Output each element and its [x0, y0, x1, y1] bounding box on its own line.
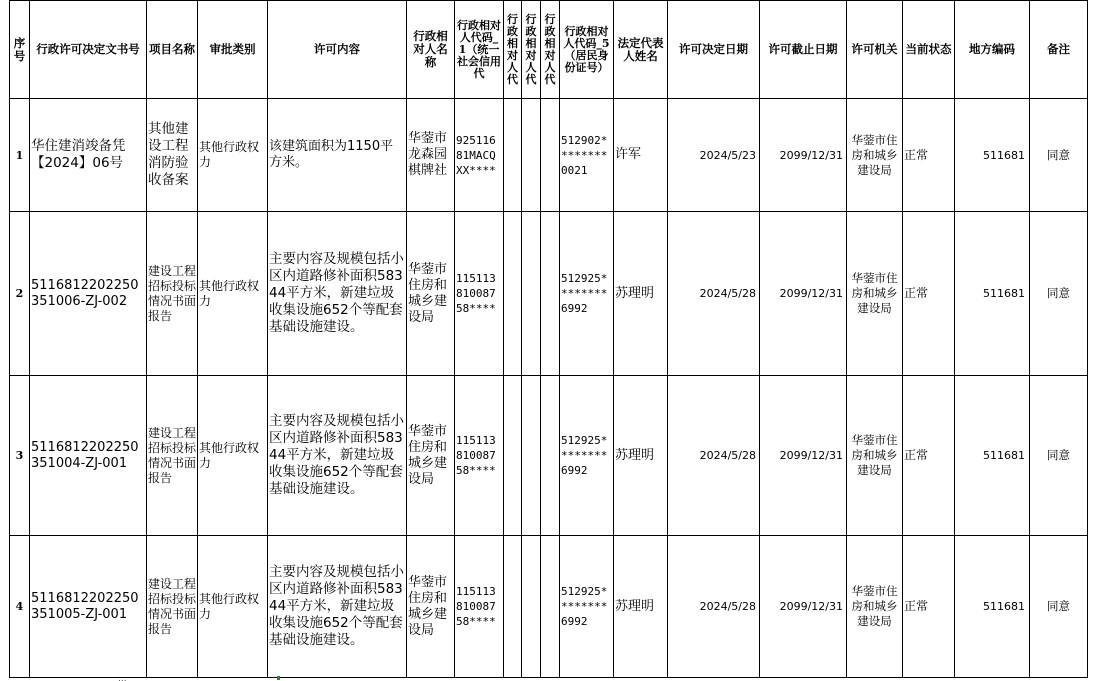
- cell-seq[interactable]: 3: [10, 376, 30, 536]
- cell-local-code[interactable]: 511681: [955, 536, 1030, 678]
- cell-code3[interactable]: [522, 536, 541, 678]
- cell-legal-rep[interactable]: 许军: [614, 99, 668, 212]
- cell-legal-rep[interactable]: 苏理明: [614, 536, 668, 678]
- table-row: [10, 376, 1088, 536]
- cell-authority[interactable]: 华蓥市住房和城乡建设局: [847, 212, 903, 376]
- cell-code5[interactable]: 512925********6992: [560, 212, 614, 376]
- header-cell[interactable]: 审批类别: [198, 1, 268, 99]
- cell-code2[interactable]: [504, 376, 522, 536]
- cell-project[interactable]: 其他建设工程消防验收备案: [147, 99, 198, 212]
- header-cell[interactable]: 当前状态: [903, 1, 955, 99]
- cell-legal-rep[interactable]: 苏理明: [614, 376, 668, 536]
- cell-party[interactable]: 华蓥市住房和城乡建设局: [407, 376, 455, 536]
- cell-seq[interactable]: 2: [10, 212, 30, 376]
- cell-party[interactable]: 华蓥市住房和城乡建设局: [407, 536, 455, 678]
- cell-expiry-date[interactable]: 2099/12/31: [760, 99, 847, 212]
- header-cell[interactable]: 行政相对人名称: [407, 1, 455, 99]
- cell-content[interactable]: 该建筑面积为1150平方米。: [268, 99, 407, 212]
- cell-code5[interactable]: 512902********0021: [560, 99, 614, 212]
- cell-legal-rep[interactable]: 苏理明: [614, 212, 668, 376]
- cell-code4[interactable]: [541, 212, 560, 376]
- cell-code2[interactable]: [504, 212, 522, 376]
- header-cell[interactable]: 许可截止日期: [760, 1, 847, 99]
- cell-content[interactable]: 主要内容及规模包括小区内道路修补面积58344平方米，新建垃圾收集设施652个等配套基础设施建设。: [268, 212, 407, 376]
- header-cell[interactable]: 行政相对人代: [504, 1, 522, 99]
- cell-category[interactable]: 其他行政权力: [198, 376, 268, 536]
- header-cell[interactable]: 行政相对人代: [522, 1, 541, 99]
- cell-status[interactable]: 正常: [903, 536, 955, 678]
- table-row: [10, 99, 1088, 212]
- cell-expiry-date[interactable]: 2099/12/31: [760, 536, 847, 678]
- cell-doc-no[interactable]: 5116812202250351006-ZJ-002: [30, 212, 147, 376]
- cell-status[interactable]: 正常: [903, 99, 955, 212]
- cell-local-code[interactable]: 511681: [955, 376, 1030, 536]
- cell-remark[interactable]: 同意: [1030, 376, 1088, 536]
- cell-code4[interactable]: [541, 99, 560, 212]
- cell-code1[interactable]: 92511681MACQXX****: [455, 99, 504, 212]
- cell-code1[interactable]: 115113810087 58****: [455, 536, 504, 678]
- table-row: [10, 536, 1088, 678]
- cell-code4[interactable]: [541, 536, 560, 678]
- cell-category[interactable]: 其他行政权力: [198, 99, 268, 212]
- cell-code4[interactable]: [541, 376, 560, 536]
- cell-project[interactable]: 建设工程招标投标情况书面报告: [147, 212, 198, 376]
- cell-decision-date[interactable]: 2024/5/23: [668, 99, 760, 212]
- cell-party[interactable]: 华蓥市住房和城乡建设局: [407, 212, 455, 376]
- cell-code1[interactable]: 115113810087 58****: [455, 376, 504, 536]
- cell-content[interactable]: 主要内容及规模包括小区内道路修补面积58344平方米，新建垃圾收集设施652个等配套基础设施建设。: [268, 376, 407, 536]
- cell-authority[interactable]: 华蓥市住房和城乡建设局: [847, 99, 903, 212]
- header-cell[interactable]: 行政相对人代码_5（居民身份证号）: [560, 1, 614, 99]
- cell-decision-date[interactable]: 2024/5/28: [668, 536, 760, 678]
- cell-party[interactable]: 华蓥市龙森园棋牌社: [407, 99, 455, 212]
- cell-code5[interactable]: 512925********6992: [560, 536, 614, 678]
- cell-doc-no[interactable]: 华住建消竣备凭【2024】06号: [30, 99, 147, 212]
- cell-remark[interactable]: 同意: [1030, 212, 1088, 376]
- header-cell[interactable]: 序号: [10, 1, 30, 99]
- header-cell[interactable]: 备注: [1030, 1, 1088, 99]
- cell-remark[interactable]: 同意: [1030, 99, 1088, 212]
- cell-indicator-mark: [277, 676, 280, 680]
- cell-status[interactable]: 正常: [903, 212, 955, 376]
- cell-content[interactable]: 主要内容及规模包括小区内道路修补面积58344平方米，新建垃圾收集设施652个等配套基础设施建设。: [268, 536, 407, 678]
- cell-seq[interactable]: 1: [10, 99, 30, 212]
- spreadsheet: [9, 0, 1088, 678]
- header-cell[interactable]: 许可决定日期: [668, 1, 760, 99]
- header-cell[interactable]: 行政相对人代码_1（统一社会信用代: [455, 1, 504, 99]
- cell-local-code[interactable]: 511681: [955, 99, 1030, 212]
- header-cell[interactable]: 许可机关: [847, 1, 903, 99]
- header-cell[interactable]: 法定代表人姓名: [614, 1, 668, 99]
- cell-remark[interactable]: 同意: [1030, 536, 1088, 678]
- cell-expiry-date[interactable]: 2099/12/31: [760, 212, 847, 376]
- cell-category[interactable]: 其他行政权力: [198, 212, 268, 376]
- cell-project[interactable]: 建设工程招标投标情况书面报告: [147, 376, 198, 536]
- footer-note: ...: [118, 676, 127, 681]
- cell-code3[interactable]: [522, 99, 541, 212]
- header-cell[interactable]: 行政许可决定文书号: [30, 1, 147, 99]
- cell-local-code[interactable]: 511681: [955, 212, 1030, 376]
- header-cell[interactable]: 许可内容: [268, 1, 407, 99]
- cell-doc-no[interactable]: 5116812202250351005-ZJ-001: [30, 536, 147, 678]
- cell-category[interactable]: 其他行政权力: [198, 536, 268, 678]
- header-cell[interactable]: 地方编码: [955, 1, 1030, 99]
- table-row: [10, 212, 1088, 376]
- cell-code5[interactable]: 512925********6992: [560, 376, 614, 536]
- cell-code2[interactable]: [504, 536, 522, 678]
- cell-code2[interactable]: [504, 99, 522, 212]
- header-cell[interactable]: 项目名称: [147, 1, 198, 99]
- cell-decision-date[interactable]: 2024/5/28: [668, 376, 760, 536]
- cell-doc-no[interactable]: 5116812202250351004-ZJ-001: [30, 376, 147, 536]
- cell-seq[interactable]: 4: [10, 536, 30, 678]
- header-row: [10, 1, 1088, 99]
- cell-decision-date[interactable]: 2024/5/28: [668, 212, 760, 376]
- cell-project[interactable]: 建设工程招标投标情况书面报告: [147, 536, 198, 678]
- cell-expiry-date[interactable]: 2099/12/31: [760, 376, 847, 536]
- cell-code3[interactable]: [522, 212, 541, 376]
- data-table: [9, 0, 1088, 678]
- header-cell[interactable]: 行政相对人代: [541, 1, 560, 99]
- cell-code3[interactable]: [522, 376, 541, 536]
- cell-code1[interactable]: 115113810087 58****: [455, 212, 504, 376]
- cell-authority[interactable]: 华蓥市住房和城乡建设局: [847, 536, 903, 678]
- cell-authority[interactable]: 华蓥市住房和城乡建设局: [847, 376, 903, 536]
- cell-status[interactable]: 正常: [903, 376, 955, 536]
